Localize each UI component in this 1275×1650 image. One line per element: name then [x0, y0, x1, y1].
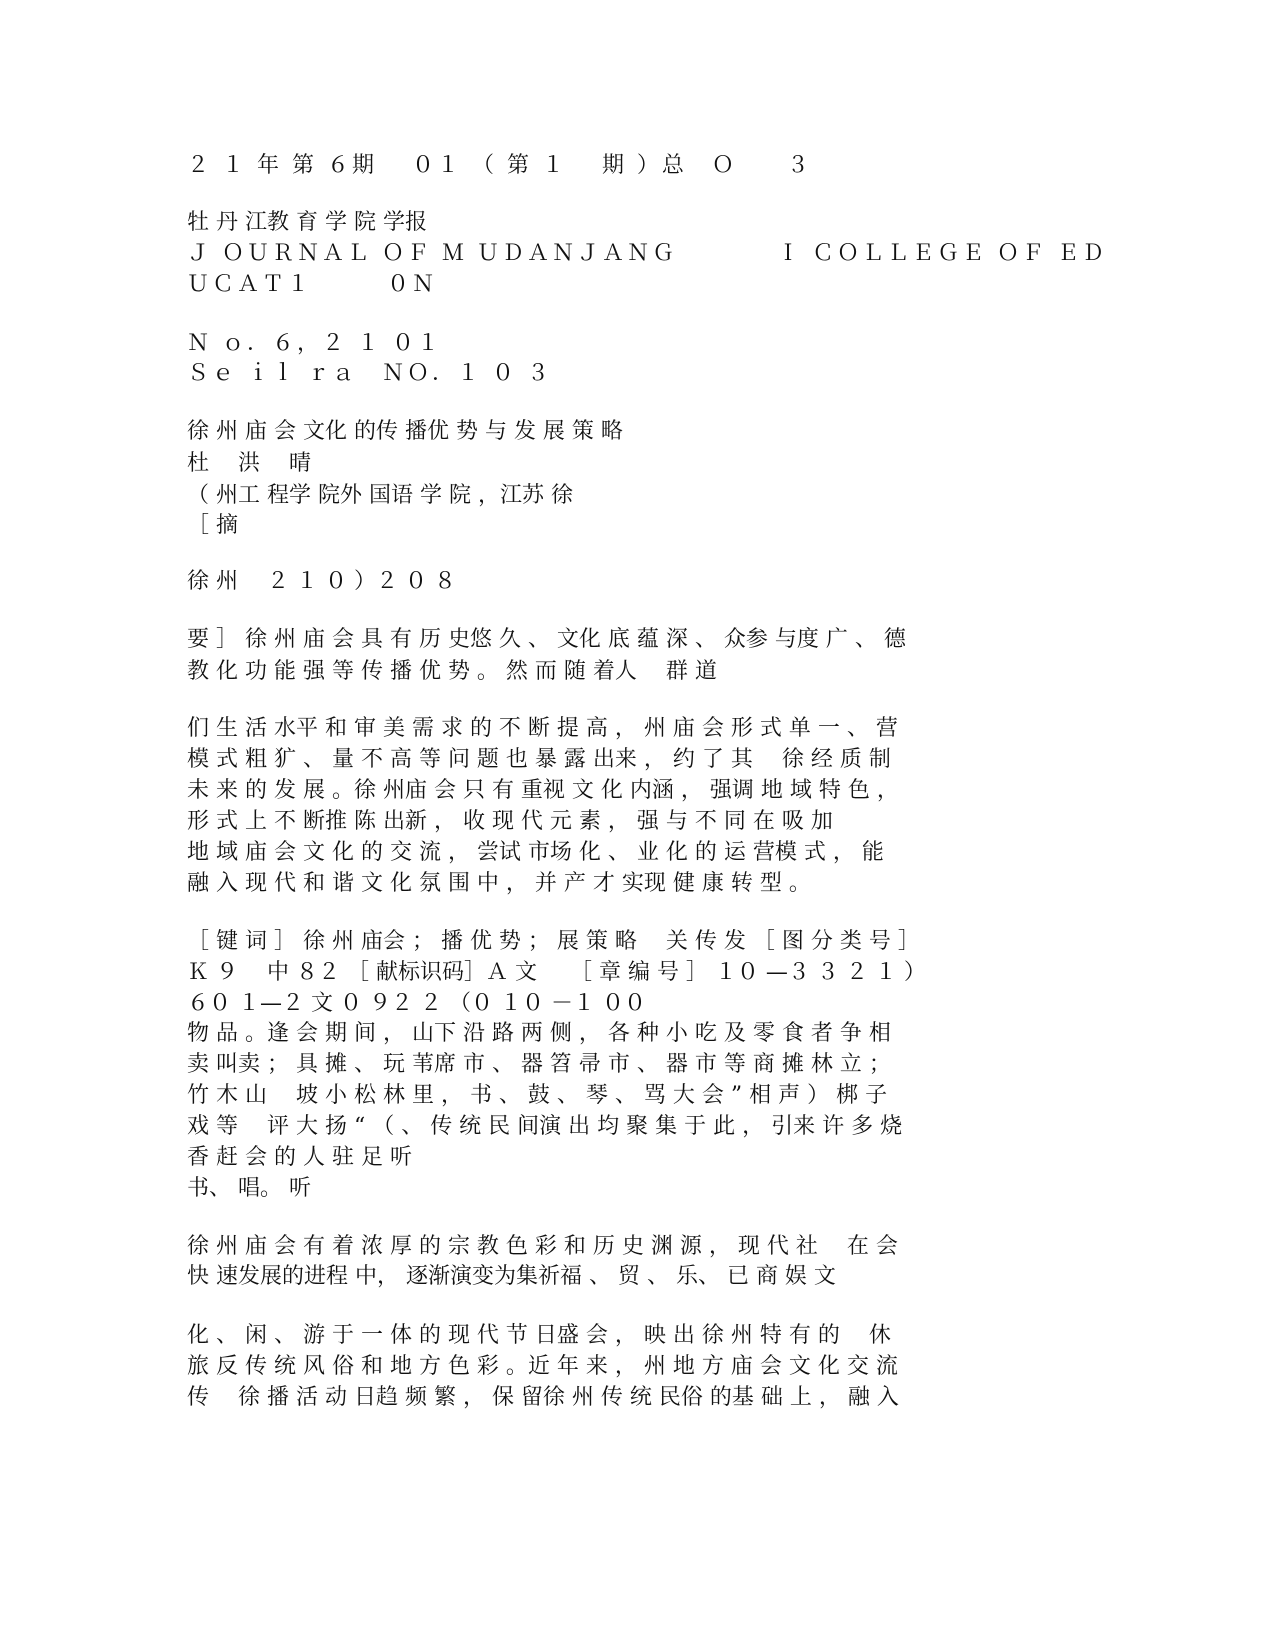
abstract-line-3: 们 生 活 水平 和 审 美 需 求 的 不 断 提 高 ， 州 庙 会 形 式 单 一 、 营: [187, 716, 898, 741]
abstract-line-7: 地 域 庙 会 文 化 的 交 流 ， 尝试 市场 化 、 业 化 的 运 营模 式 ， 能: [187, 840, 884, 865]
classification-line: Ｋ ９ 中 ８２ ［ 献标识码］Ａ 文 ［ 章 编 号 ］ １０ —３ ３ ２ １ ）: [187, 960, 926, 985]
author-affiliation: （ 州工 程学 院外 国语 学 院 ，江苏 徐: [187, 483, 573, 508]
keywords-line: ［ 键 词 ］ 徐 州 庙会 ； 播 优 势 ； 展 策 略 关 传 发 ［ 图 分 类 号 ］: [187, 929, 920, 954]
abstract-line-8: 融 入 现 代 和 谐 文 化 氛 围 中 ， 并 产 才 实现 健 康 转 型 。: [187, 871, 811, 896]
abstract-mark: ［ 摘: [187, 513, 238, 538]
journal-chinese-title: 牡 丹 江教 育 学 院 学报: [187, 210, 427, 235]
body-line-4: 戏 等 评 大 扬 “ （ 、 传 统 民 间演 出 均 聚 集 于 此 ， 引来 许 多 烧: [187, 1114, 903, 1139]
abstract-line-6: 形 式 上 不 断推 陈 出新 ， 收 现 代 元 素 ， 强 与 不 同 在 吸 加: [187, 809, 833, 834]
body-line-9: 化 、 闲 、 游 于 一 体 的 现 代 节 日盛 会 ， 映 出 徐 州 特 有 的 休: [187, 1323, 891, 1348]
serial-line: Ｓｅ ｉｌ ｒａ ＮＯ．１ ０ ３: [187, 361, 552, 386]
body-line-5: 香 赶 会 的 人 驻 足 听: [187, 1145, 412, 1170]
issue-line: ２ １ 年 第 ６期 ０１ （ 第 １ 期 ）总 Ｏ ３: [187, 153, 812, 178]
body-line-1: 物 品 。逢 会 期 间 ， 山下 沿 路 两 侧 ， 各 种 小 吃 及 零 食 者 争 相: [187, 1021, 891, 1046]
body-line-3: 竹 木 山 坡 小 松 林 里 ， 书 、 鼓 、 琴 、 骂 大 会 ” 相 声 ） 梆 子: [187, 1083, 888, 1108]
body-line-7: 徐 州 庙 会 有 着 浓 厚 的 宗 教 色 彩 和 历 史 渊 源 ， 现 代 社 在 会: [187, 1234, 898, 1259]
body-line-10: 旅 反 传 统 风 俗 和 地 方 色 彩 。近 年 来 ， 州 地 方 庙 会 文 化 交 流: [187, 1354, 898, 1379]
body-line-6: 书、 唱。 听: [187, 1176, 311, 1201]
abstract-line-1: 要 ］ 徐 州 庙 会 具 有 历 史悠 久 、 文化 底 蕴 深 、 众参 与度 广 、 德: [187, 627, 906, 652]
article-number-line: ６０ １—２ 文 ０ ９２ ２ （０ １０ －１ ００: [187, 991, 646, 1016]
body-line-8: 快 速发展的进程 中， 逐渐演变为集祈福 、 贸 、 乐、 已 商 娱 文: [187, 1264, 836, 1289]
journal-english-title-line-2: ＵＣＡＴ１ ０Ｎ: [187, 272, 438, 297]
abstract-line-2: 教 化 功 能 强 等 传 播 优 势 。 然 而 随 着人 群 道: [187, 659, 717, 684]
body-line-2: 卖 叫卖 ； 具 摊 、 玩 苇席 市 、 器 笤 帚 市 、 器 市 等 商 摊 林 立 ；: [187, 1052, 891, 1077]
abstract-line-4: 模 式 粗 犷 、 量 不 高 等 问 题 也 暴 露 出来 ， 约 了 其 徐 经 质 制: [187, 747, 891, 772]
postcode-line: 徐 州 ２ １ ０ ）２ ０ ８: [187, 569, 456, 594]
number-line: Ｎ ｏ．６，２ １ ０１: [187, 331, 442, 356]
body-line-11: 传 徐 播 活 动 日趋 频 繁 ， 保 留徐 州 传 统 民俗 的基 础 上 ， 融 入: [187, 1385, 899, 1410]
abstract-line-5: 未 来 的 发 展 。徐 州庙 会 只 有 重视 文 化 内涵 ， 强调 地 域 特 色 ，: [187, 778, 899, 803]
article-title: 徐 州 庙 会 文化 的传 播优 势 与 发 展 策 略: [187, 419, 623, 444]
journal-english-title-line-1: Ｊ ＯＵＲＮＡＬ ＯＦ Ｍ ＵＤＡＮＪＡＮＧ Ｉ ＣＯＬＬＥＧＥ ＯＦ ＥＤ: [187, 241, 1107, 266]
author-name: 杜 洪 晴: [187, 451, 311, 476]
